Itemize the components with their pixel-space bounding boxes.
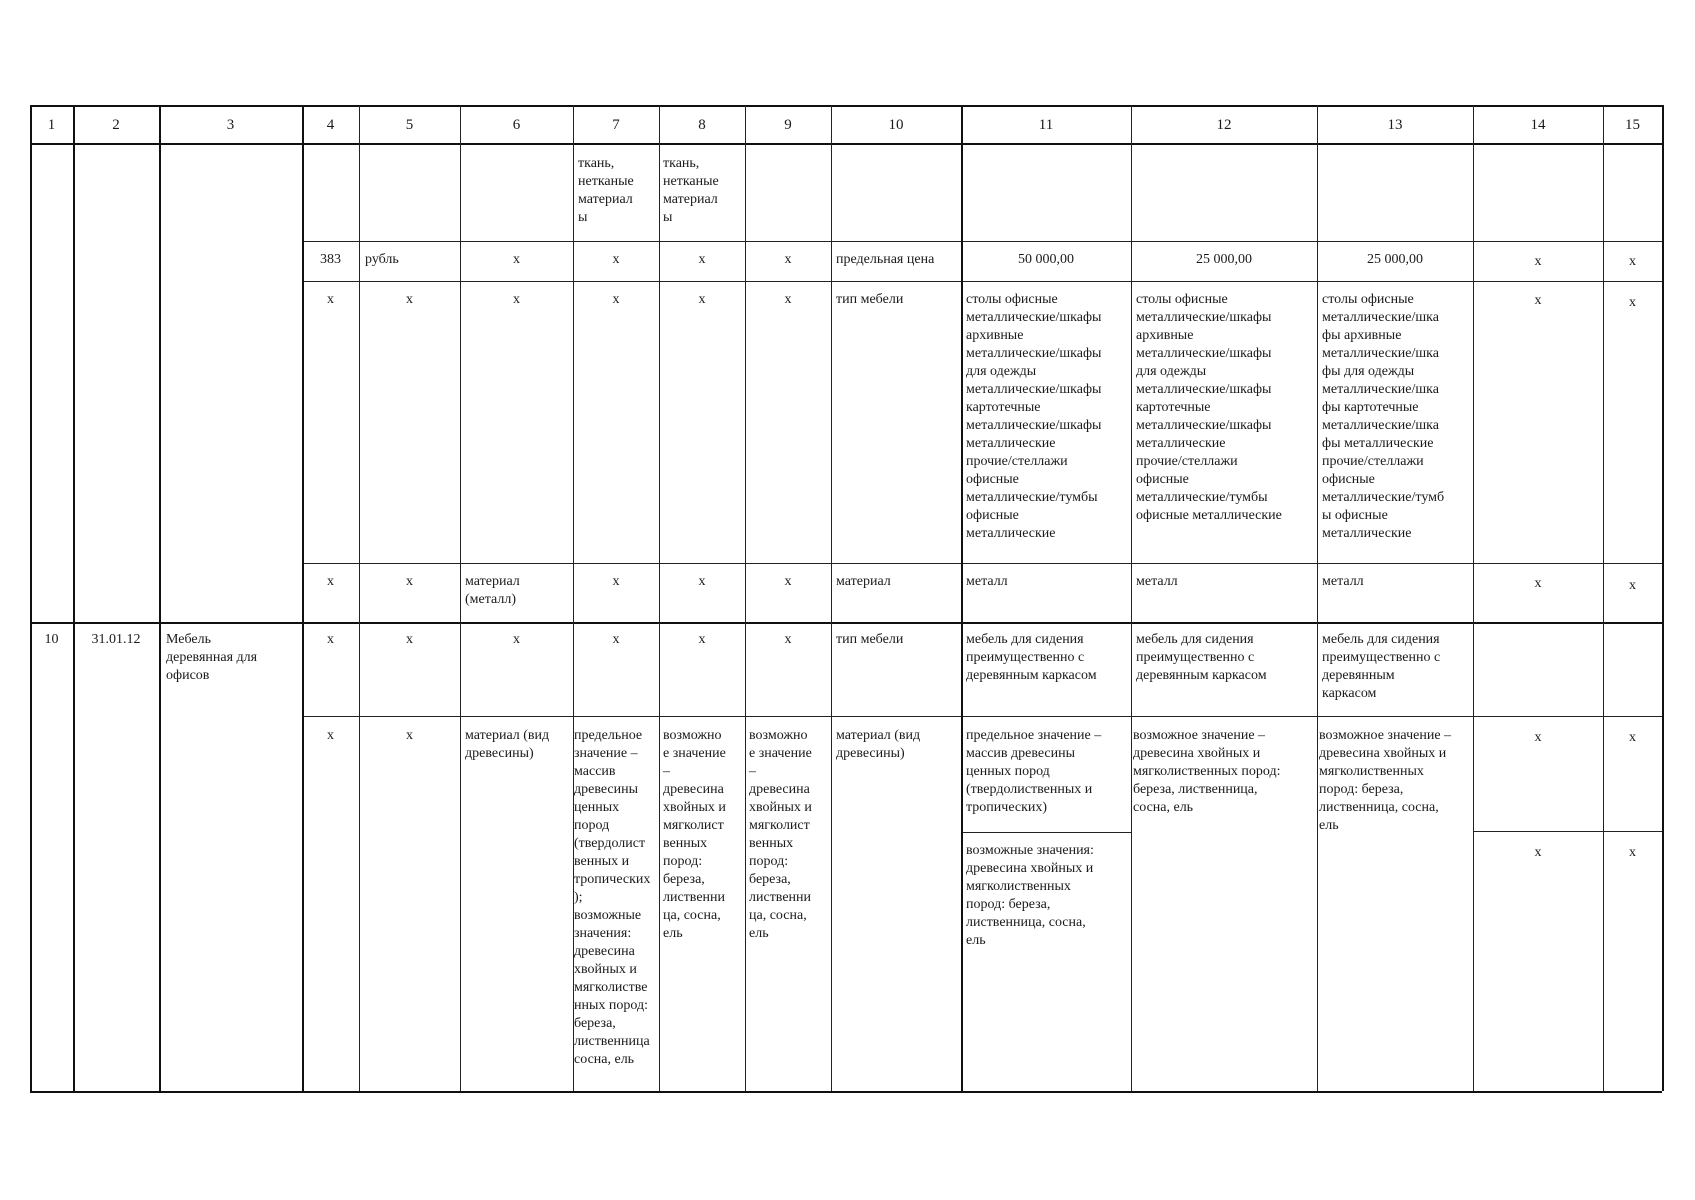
- header-cell-2: 2: [112, 117, 120, 133]
- header-bottom-border: [30, 143, 1662, 145]
- okpd-code-cell: 31.01.12: [91, 632, 141, 647]
- row-c-cell-5: x: [406, 292, 413, 307]
- header-cell-9: 9: [784, 117, 792, 133]
- row-b-cell-15: x: [1629, 254, 1636, 269]
- row-b-cell-13: 25 000,00: [1367, 252, 1423, 267]
- row-b-cell-11: 50 000,00: [1018, 252, 1074, 267]
- table-top-border: [30, 105, 1662, 107]
- row-e-cell-4: x: [327, 632, 334, 647]
- row-d-cell-15: x: [1629, 578, 1636, 593]
- header-cell-6: 6: [512, 117, 521, 133]
- row-c-cell-15: x: [1629, 295, 1636, 310]
- row-b-cell-5: рубль: [365, 252, 399, 267]
- row-e-cell-7: x: [612, 632, 620, 647]
- row-b-cell-9: x: [784, 252, 792, 267]
- row-f-cell-6: материал (вид древесины): [465, 728, 550, 761]
- header-cell-3: 3: [226, 117, 235, 133]
- header-cell-5: 5: [405, 117, 414, 133]
- header-cell-14: 14: [1530, 117, 1546, 133]
- row-f-cell-15-top: x: [1629, 730, 1636, 745]
- row-f-cell-14-top: x: [1534, 730, 1542, 745]
- row-f-cell-4: x: [327, 728, 334, 743]
- row-e-cell-9: x: [784, 632, 792, 647]
- row-e-cell-6: x: [513, 632, 520, 647]
- row-f-cell-11-limit: предельное значение – массив древесины ценных пород (твердолиственных и тропических): [966, 728, 1102, 815]
- row-a-bottom-border: [302, 241, 1662, 242]
- row-d-cell-4: x: [327, 574, 334, 589]
- table-bottom-border: [30, 1091, 1662, 1093]
- row-f-cell-8: возможно е значение – древесина хвойных и мягколист венных пород: береза, лиственни ца, сосна, ель: [663, 728, 726, 941]
- row-e-cell-13: мебель для сидения преимущественно с деревянным каркасом: [1322, 632, 1441, 701]
- row-f-cell-11-possible: возможные значения: древесина хвойных и мягколиственных пород: береза, лиственница, сосна, ель: [966, 843, 1094, 948]
- row-b-cell-10: предельная цена: [836, 252, 935, 267]
- row-d-cell-9: x: [784, 574, 792, 589]
- row-c-cell-11: столы офисные металлические/шкафы архивные металлические/шкафы для одежды металлические/шкафы картотечные металлические/шкафы металлические прочие/стеллажи офисные металлические/тумбы офисные металлические: [966, 292, 1102, 541]
- header-cell-1: 1: [47, 117, 56, 133]
- row-c-bottom-border: [302, 563, 1662, 564]
- row-d-cell-5: x: [406, 574, 413, 589]
- row-c-cell-7: x: [612, 292, 620, 307]
- row-b-cell-8: x: [698, 252, 706, 267]
- row-b-cell-6: x: [513, 252, 520, 267]
- col-line-15: [1662, 105, 1664, 1091]
- row-e-cell-8: x: [698, 632, 706, 647]
- row-c-cell-13: столы офисные металлические/шка фы архивные металлические/шка фы для одежды металлические/шка фы картотечные металлические/шка фы металлические прочие/стеллажи офисные металлические/тумб ы офисные металлические: [1322, 292, 1445, 541]
- row-e-bottom-border: [302, 716, 1662, 717]
- row-c-cell-8: x: [698, 292, 706, 307]
- row-d-cell-8: x: [698, 574, 706, 589]
- row-f-cell-5: x: [406, 728, 413, 743]
- row-f-split-c11: [961, 832, 1131, 833]
- row-f-cell-10: материал (вид древесины): [836, 728, 921, 761]
- header-cell-7: 7: [612, 117, 620, 133]
- row-c-cell-9: x: [784, 292, 792, 307]
- row-a-cell-7: ткань, нетканые материал ы: [578, 156, 634, 225]
- row-d-cell-12: металл: [1136, 574, 1178, 589]
- row-c-cell-4: x: [327, 292, 334, 307]
- row-e-cell-12: мебель для сидения преимущественно с деревянным каркасом: [1136, 632, 1267, 683]
- row-a-cell-8: ткань, нетканые материал ы: [663, 156, 719, 225]
- row-b-bottom-border: [302, 281, 1662, 282]
- row-c-cell-10: тип мебели: [836, 292, 904, 307]
- header-cell-12: 12: [1216, 117, 1232, 133]
- header-cell-13: 13: [1387, 117, 1403, 133]
- row-f-cell-13: возможное значение – древесина хвойных и мягколиственных пород: береза, лиственница, сосна, ель: [1319, 728, 1452, 833]
- col-line-2: [159, 105, 161, 1091]
- header-cell-11: 11: [1038, 117, 1054, 133]
- row-f-cell-9: возможно е значение – древесина хвойных и мягколист венных пород: береза, лиственни ца, сосна, ель: [749, 728, 812, 941]
- row-d-cell-14: x: [1534, 576, 1542, 591]
- col-line-1: [73, 105, 75, 1091]
- row-f-cell-7: предельное значение – массив древесины ценных пород (твердолист венных и тропических ); возможные значения: древесина хвойных и мягколистве нных пород: береза, лиственница сосна, ель: [574, 728, 651, 1067]
- row-e-cell-10: тип мебели: [836, 632, 904, 647]
- row-c-cell-12: столы офисные металлические/шкафы архивные металлические/шкафы для одежды металлические/шкафы картотечные металлические/шкафы металлические прочие/стеллажи офисные металлические/тумбы офисные металлические: [1136, 292, 1282, 523]
- row-d-cell-7: x: [612, 574, 620, 589]
- row-d-bottom-border: [30, 622, 1662, 624]
- row-d-cell-13: металл: [1322, 574, 1364, 589]
- product-name-cell: Мебель деревянная для офисов: [166, 632, 258, 683]
- row-f-cell-12: возможное значение – древесина хвойных и мягколиственных пород: береза, лиственница, сосна, ель: [1133, 728, 1281, 815]
- col-line-4: [359, 105, 360, 1091]
- row-b-cell-7: x: [612, 252, 620, 267]
- row-c-cell-14: x: [1534, 293, 1542, 308]
- row-d-cell-10: материал: [836, 574, 891, 589]
- header-cell-15: 15: [1625, 117, 1640, 133]
- col-line-0: [30, 105, 32, 1091]
- row-c-cell-6: x: [513, 292, 520, 307]
- row-d-cell-11: металл: [966, 574, 1008, 589]
- row-e-cell-5: x: [406, 632, 413, 647]
- row-d-cell-6: материал (металл): [465, 574, 520, 607]
- row-f-cell-14-bottom: x: [1534, 845, 1542, 860]
- row-b-cell-14: x: [1534, 254, 1542, 269]
- col-line-9: [831, 105, 832, 1091]
- row-b-cell-4: 383: [320, 252, 341, 267]
- row-f-split-c14-15: [1473, 831, 1662, 832]
- row-number-cell: 10: [44, 632, 59, 647]
- header-cell-4: 4: [326, 117, 335, 133]
- row-e-cell-11: мебель для сидения преимущественно с деревянным каркасом: [966, 632, 1097, 683]
- header-cell-10: 10: [888, 117, 904, 133]
- row-f-cell-15-bottom: x: [1629, 845, 1636, 860]
- header-cell-8: 8: [698, 117, 706, 133]
- row-b-cell-12: 25 000,00: [1196, 252, 1252, 267]
